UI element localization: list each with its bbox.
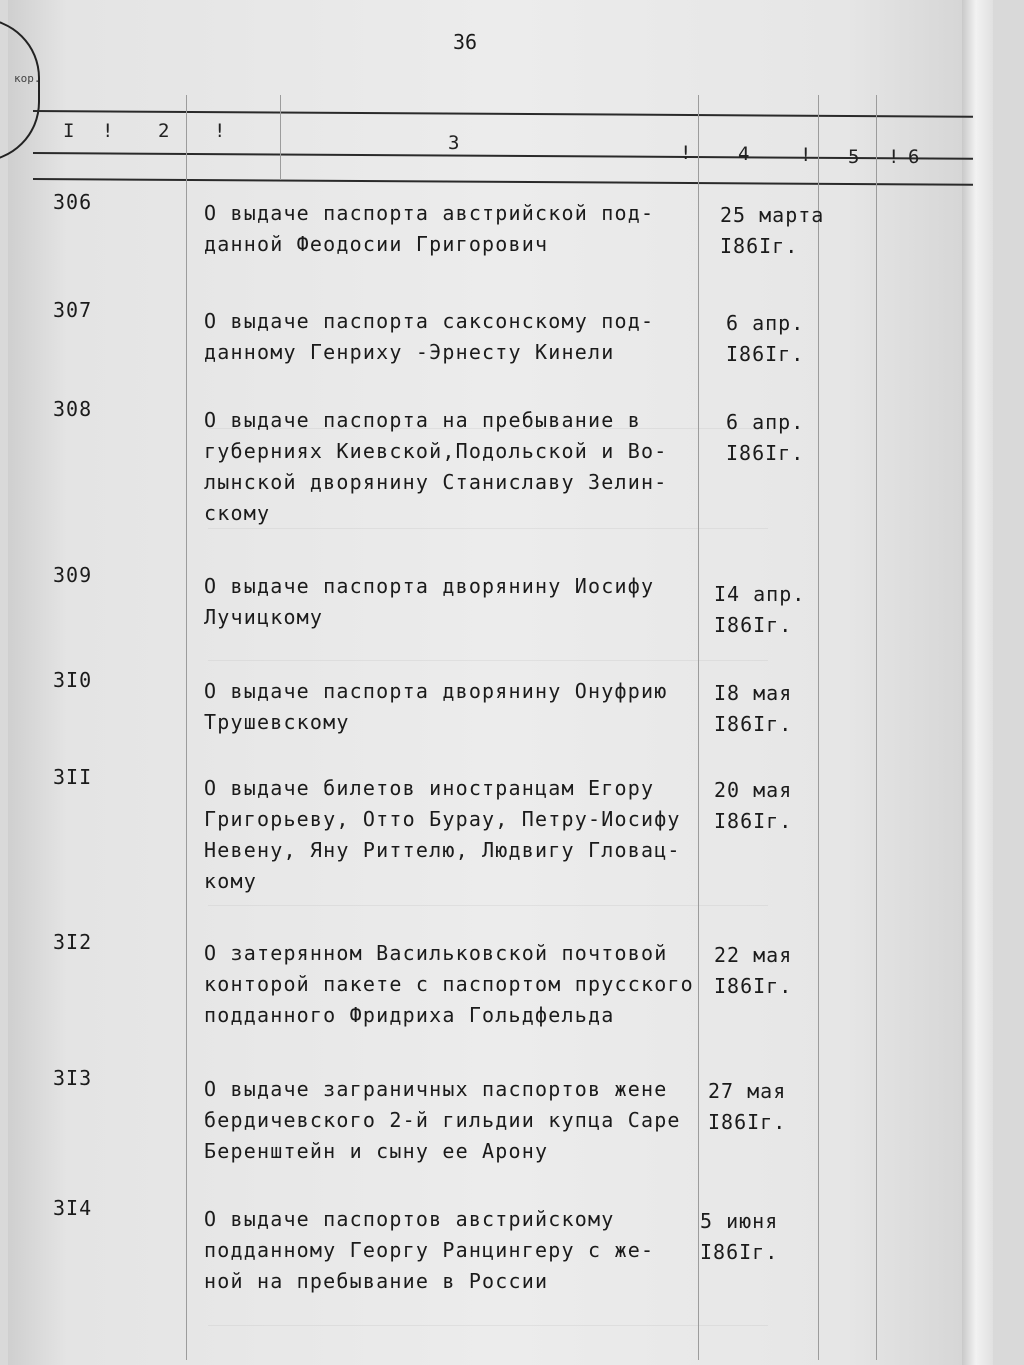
date-day: 6 апр. [726, 410, 805, 434]
description-line: подданного Фридриха Гольдфельда [204, 1003, 615, 1027]
entry-number: 307 [53, 298, 93, 322]
entry-date [714, 579, 854, 641]
column-2-header: 2 [158, 120, 170, 142]
column-separator: ! [680, 142, 692, 164]
column-separator: ! [800, 144, 812, 166]
date-day: 22 мая [714, 943, 793, 967]
description-line: О выдаче билетов иностранцам Егору [204, 776, 655, 800]
entry-description [204, 306, 694, 368]
description-line: О выдаче паспорта австрийской под- [204, 201, 655, 225]
description-line: Григорьеву, Отто Бурау, Петру-Иосифу [204, 807, 681, 831]
entry-date [726, 407, 866, 469]
bleed-through-5 [208, 1325, 768, 1356]
entry-number: 3I0 [53, 668, 93, 692]
description-line: О выдаче паспорта саксонскому под- [204, 309, 655, 333]
entry-description [204, 1204, 694, 1297]
date-year: I86Iг. [726, 441, 805, 465]
entry-description [204, 676, 694, 738]
entry-date [714, 775, 854, 837]
column-separator: ! [214, 120, 226, 142]
date-year: I86Iг. [714, 809, 793, 833]
date-year: I86Iг. [714, 712, 793, 736]
date-year: I86Iг. [700, 1240, 779, 1264]
description-line: О выдаче заграничных паспортов жене [204, 1077, 668, 1101]
entry-number: 3I2 [53, 930, 93, 954]
date-year: I86Iг. [714, 613, 793, 637]
entry-number: 306 [53, 190, 93, 214]
entry-date [708, 1076, 848, 1138]
entry-number: 3II [53, 765, 93, 789]
description-line: данному Генриху -Эрнесту Кинели [204, 340, 615, 364]
column-guide [186, 95, 187, 1360]
entry-date [726, 308, 866, 370]
entry-description [204, 405, 694, 529]
description-line: О выдаче паспортов австрийскому [204, 1207, 615, 1231]
description-line: О выдаче паспорта на пребывание в [204, 408, 641, 432]
date-day: I8 мая [714, 681, 793, 705]
description-line: подданному Георгу Ранцингеру с же- [204, 1238, 655, 1262]
entry-number: 308 [53, 397, 93, 421]
entry-date [714, 678, 854, 740]
description-line: кому [204, 869, 257, 893]
column-guide [280, 95, 281, 180]
column-guide [876, 95, 877, 1360]
description-line: Невену, Яну Риттелю, Людвигу Гловац- [204, 838, 681, 862]
header-mid-rule [33, 152, 973, 160]
date-day: 6 апр. [726, 311, 805, 335]
description-line: О выдаче паспорта дворянину Онуфрию [204, 679, 668, 703]
column-3-header: 3 [448, 132, 460, 154]
date-day: 25 марта [720, 203, 825, 227]
description-line: Трушевскому [204, 710, 350, 734]
entry-description [204, 938, 694, 1031]
description-line: Беренштейн и сыну ее Арону [204, 1139, 549, 1163]
entry-description [204, 1074, 694, 1167]
date-year: I86Iг. [726, 342, 805, 366]
entry-description [204, 773, 694, 897]
header-bottom-rule [33, 178, 973, 186]
date-day: 20 мая [714, 778, 793, 802]
date-day: 27 мая [708, 1079, 787, 1103]
description-line: ной на пребывание в России [204, 1269, 549, 1293]
page-number: 36 [453, 30, 478, 54]
description-line: О выдаче паспорта дворянину Иосифу [204, 574, 655, 598]
column-5-header: 5 [848, 146, 860, 168]
column-4-header: 4 [738, 143, 750, 165]
entry-description [204, 571, 694, 633]
date-day: 5 июня [700, 1209, 779, 1233]
date-year: I86Iг. [714, 974, 793, 998]
column-separator: ! [102, 120, 114, 142]
description-line: конторой пакете с паспортом прусского [204, 972, 694, 996]
entry-number: 3I3 [53, 1066, 93, 1090]
page-edge [962, 0, 993, 1365]
column-separator: ! [888, 146, 900, 168]
description-line: губерниях Киевской,Подольской и Во- [204, 439, 668, 463]
margin-note: кор. [14, 72, 41, 85]
description-line: скому [204, 501, 271, 525]
description-line: данной Феодосии Григорович [204, 232, 549, 256]
column-guide [698, 95, 699, 1360]
column-1-header: I [63, 120, 75, 142]
document-page [8, 0, 993, 1365]
column-6-header: 6 [908, 146, 920, 168]
entry-description [204, 198, 694, 260]
entry-number: 3I4 [53, 1196, 93, 1220]
date-day: I4 апр. [714, 582, 806, 606]
entry-date [700, 1206, 840, 1268]
date-year: I86Iг. [720, 234, 799, 258]
description-line: Лучицкому [204, 605, 324, 629]
description-line: лынской дворянину Станиславу Зелин- [204, 470, 668, 494]
description-line: бердичевского 2-й гильдии купца Саре [204, 1108, 681, 1132]
entry-date [720, 200, 860, 262]
date-year: I86Iг. [708, 1110, 787, 1134]
binder-ring [0, 18, 40, 162]
header-top-rule [33, 110, 973, 118]
description-line: О затерянном Васильковской почтовой [204, 941, 668, 965]
entry-number: 309 [53, 563, 93, 587]
bleed-through-2 [208, 528, 768, 569]
entry-date [714, 940, 854, 1002]
